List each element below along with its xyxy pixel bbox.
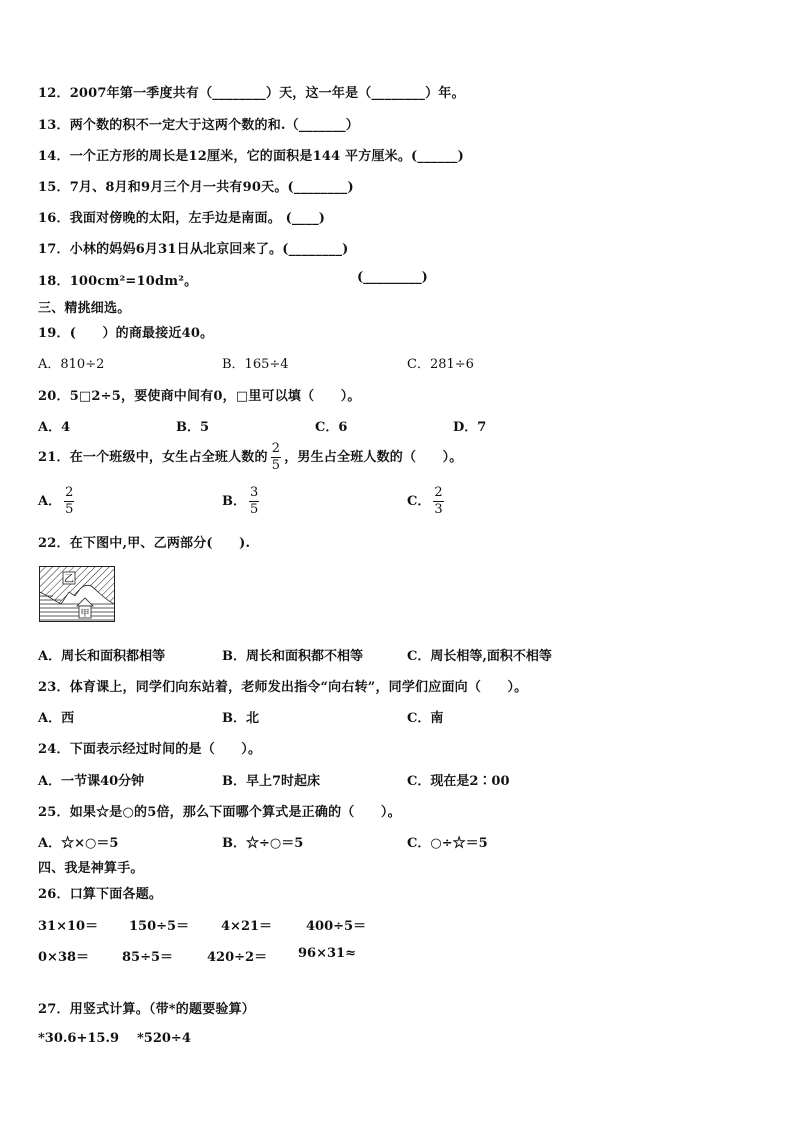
question-18-blank: (_________) (357, 270, 428, 285)
q23-option-b: B．北 (222, 711, 259, 726)
jia-label: 甲 (80, 609, 90, 619)
q25-option-c: C．○÷☆＝5 (407, 836, 488, 851)
q22-option-a: A．周长和面积都相等 (38, 649, 166, 664)
question-14: 14．一个正方形的周长是12厘米，它的面积是144 平方厘米。(______) (38, 149, 464, 164)
option-label: A． (38, 494, 62, 509)
fraction-numerator: 2 (434, 485, 443, 500)
question-18: 18．100cm²=10dm²。 (38, 274, 198, 289)
question-19: 19．( ）的商最接近40。 (38, 326, 214, 341)
option-label: C． (407, 494, 431, 509)
q26-item: 420÷2＝ (207, 950, 268, 965)
q21-fraction (271, 442, 281, 473)
question-22: 22．在下图中,甲、乙两部分( ). (38, 536, 251, 551)
q20-option-a: A．4 (38, 420, 71, 435)
q21-option-c (407, 486, 447, 517)
q21-option-a (38, 486, 77, 517)
fraction-numerator: 2 (65, 485, 74, 500)
option-fraction (433, 486, 443, 517)
fraction-denominator: 3 (434, 502, 443, 517)
q21-text-after: ，男生占全班人数的（ ）。 (284, 450, 463, 465)
question-15: 15．7月、8月和9月三个月一共有90天。(________) (38, 180, 354, 195)
question-27: 27．用竖式计算。（带*的题要验算） (38, 1002, 255, 1017)
q25-option-a: A．☆×○＝5 (38, 836, 119, 851)
question-12: 12．2007年第一季度共有（________）天，这一年是（________）年。 (38, 86, 465, 101)
q26-item: 400÷5＝ (306, 919, 367, 934)
section-3-heading: 三、精挑细选。 (38, 301, 131, 316)
q23-option-c: C．南 (407, 711, 444, 726)
q22-option-b: B．周长和面积都不相等 (222, 649, 363, 664)
q20-option-b: B．5 (176, 420, 210, 435)
q26-item: 85÷5＝ (122, 950, 174, 965)
q19-option-c: C．281÷6 (407, 357, 474, 372)
question-25: 25．如果☆是○的5倍，那么下面哪个算式是正确的（ ）。 (38, 805, 401, 820)
yi-label: 乙 (64, 574, 74, 585)
question-17: 17．小林的妈妈6月31日从北京回来了。(________) (38, 242, 349, 257)
fraction-numerator: 3 (250, 485, 259, 500)
q19-option-b: B．165÷4 (222, 357, 289, 372)
option-label: B． (222, 494, 246, 509)
question-13: 13．两个数的积不一定大于这两个数的和.（_______） (38, 118, 359, 133)
q26-item: 4×21＝ (221, 919, 273, 934)
q24-option-b: B．早上7时起床 (222, 774, 321, 789)
question-21 (38, 442, 463, 473)
q24-option-a: A．一节课40分钟 (38, 774, 145, 789)
option-fraction (64, 486, 74, 517)
q20-option-c: C．6 (315, 420, 348, 435)
q20-option-d: D．7 (453, 420, 487, 435)
q26-item: 31×10＝ (38, 919, 99, 934)
fraction-denominator: 5 (250, 502, 259, 517)
question-23: 23．体育课上，同学们向东站着，老师发出指令“向右转”，同学们应面向（ ）。 (38, 680, 528, 695)
q24-option-c: C．现在是2∶00 (407, 774, 510, 789)
question-16: 16．我面对傍晚的太阳，左手边是南面。 (____) (38, 211, 326, 226)
q21-text-before: 21．在一个班级中，女生占全班人数的 (38, 450, 268, 465)
fraction-denominator: 5 (271, 458, 281, 473)
fraction-numerator: 2 (271, 441, 281, 456)
q26-item: 96×31≈ (298, 946, 356, 961)
fraction-denominator: 5 (65, 502, 74, 517)
q26-item: 150÷5＝ (129, 919, 190, 934)
question-20: 20．5□2÷5，要使商中间有0，□里可以填（ ）。 (38, 389, 361, 404)
q27-item: *520÷4 (137, 1031, 191, 1046)
option-fraction (249, 486, 259, 517)
q23-option-a: A．西 (38, 711, 75, 726)
q19-option-a: A．810÷2 (38, 357, 105, 372)
q27-item: *30.6+15.9 (38, 1031, 120, 1046)
q22-option-c: C．周长相等,面积不相等 (407, 649, 552, 664)
q21-option-b (222, 486, 262, 517)
q25-option-b: B．☆÷○＝5 (222, 836, 304, 851)
question-26: 26．口算下面各题。 (38, 887, 163, 902)
q22-diagram (39, 566, 115, 622)
section-4-heading: 四、我是神算手。 (38, 861, 144, 876)
question-24: 24．下面表示经过时间的是（ ）。 (38, 742, 262, 757)
q26-item: 0×38＝ (38, 950, 90, 965)
